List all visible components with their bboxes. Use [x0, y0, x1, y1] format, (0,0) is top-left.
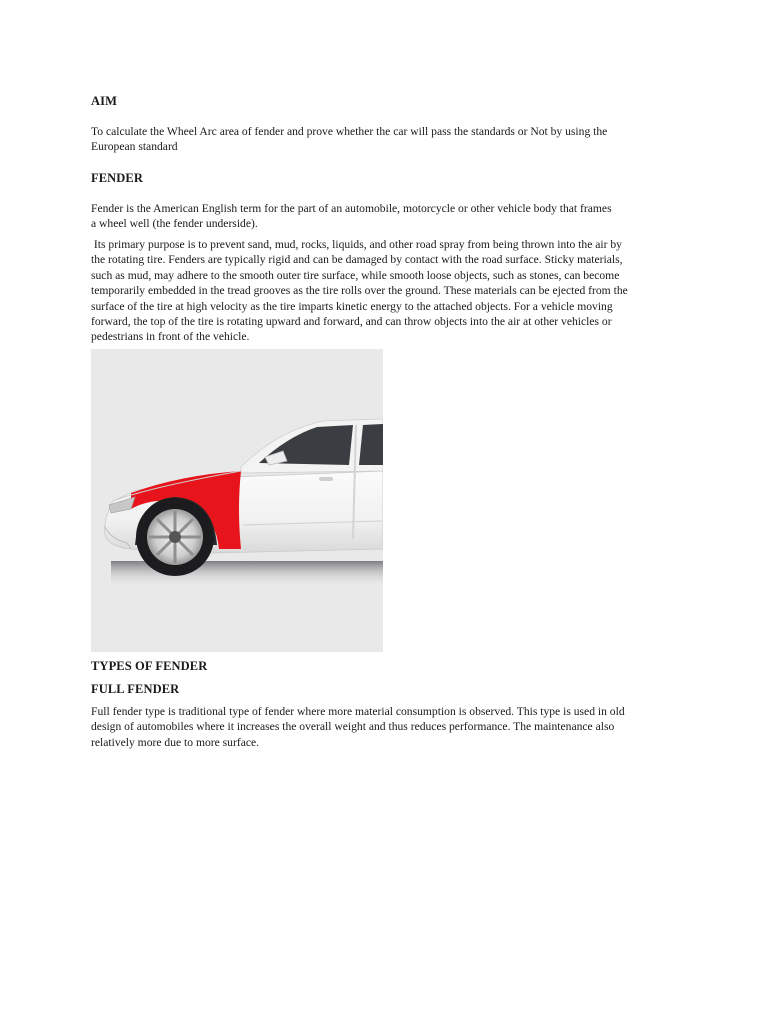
door-handle: [319, 477, 333, 481]
definition-line: a wheel well (the fender underside).: [91, 217, 258, 231]
aim-line: To calculate the Wheel Arc area of fender and prove whether the car will pass the standards or Not by using the: [91, 125, 608, 138]
types-heading: TYPES OF FENDER: [91, 659, 208, 673]
full-fender-line: relatively more due to more surface.: [91, 735, 260, 749]
purpose-line: the rotating tire. Fenders are typically rigid and can be damaged by contact with the road surface. Sticky materials,: [91, 253, 623, 267]
purpose-line: Its primary purpose is to prevent sand, mud, rocks, liquids, and other road spray from being thrown into the air by: [91, 238, 622, 251]
fender-purpose-paragraph: [91, 237, 681, 345]
definition-line: Fender is the American English term for the part of an automobile, motorcycle or other vehicle body that frames: [91, 202, 612, 215]
purpose-line: pedestrians in front of the vehicle.: [91, 330, 250, 344]
car-illustration-svg: [91, 349, 383, 652]
aim-heading: AIM: [91, 94, 117, 108]
rear-window: [359, 424, 383, 465]
full-fender-paragraph: [91, 704, 681, 750]
fender-heading: FENDER: [91, 171, 143, 185]
purpose-line: forward, the top of the tire is rotating upward and forward, and can throw objects into the air at other vehicles or: [91, 315, 612, 329]
purpose-line: temporarily embedded in the tread grooves as the tire rolls over the ground. These materials can be ejected from the: [91, 284, 628, 298]
aim-paragraph: [91, 124, 681, 155]
full-fender-line: Full fender type is traditional type of fender where more material consumption is observed. This type is used in old: [91, 705, 625, 718]
full-fender-heading: FULL FENDER: [91, 682, 180, 696]
car-fender-illustration: [91, 349, 383, 652]
aim-line: European standard: [91, 140, 178, 154]
full-fender-line: design of automobiles where it increases the overall weight and thus reduces performance. The maintenance also: [91, 720, 615, 734]
fender-definition-paragraph: [91, 201, 681, 232]
purpose-line: such as mud, may adhere to the smooth outer tire surface, while smooth loose objects, such as stones, can become: [91, 268, 620, 282]
wheel-hub: [169, 531, 181, 543]
purpose-line: surface of the tire at high velocity as the tire imparts kinetic energy to the attached objects. For a vehicle moving: [91, 299, 613, 313]
